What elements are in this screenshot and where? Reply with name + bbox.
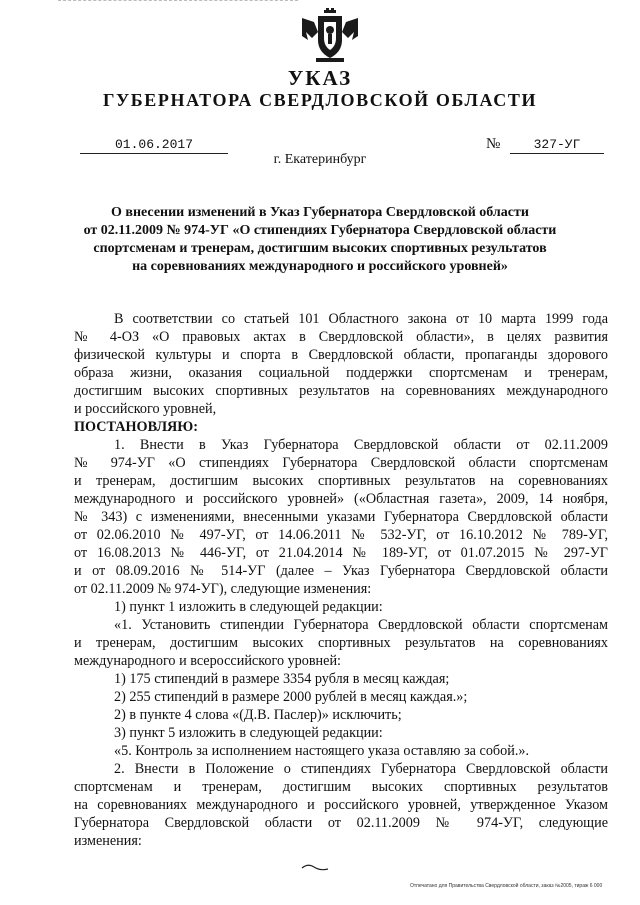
item1-line: № 343) с изменениями, внесенными указами Губернатора Свердловской области: [74, 509, 608, 525]
intro-line: В соответствии со статьей 101 Областного закона от 10 марта 1999 года: [114, 311, 608, 327]
intro-line: образа жизни, оказания социальной поддержки спортсменам и тренерам,: [74, 365, 608, 381]
item1-line: международного и российского уровней» («Областная газета», 2009, 14 ноября,: [74, 491, 608, 507]
subitem: 3) пункт 5 изложить в следующей редакции:: [114, 725, 383, 741]
subject-line: от 02.11.2009 № 974-УГ «О стипендиях Губернатора Свердловской области: [83, 223, 557, 238]
quote-line: и тренерам, достигшим высоких спортивных результатов на соревнованиях: [74, 635, 608, 651]
intro-line: и российского уровней,: [74, 401, 217, 417]
subject-line: О внесении изменений в Указ Губернатора Свердловской области: [111, 205, 529, 220]
subitem: 2) в пункте 4 слова «(Д.В. Паслер)» исключить;: [114, 707, 402, 723]
number-sign: №: [486, 136, 501, 152]
intro-line: достигшим высоких спортивных результатов на соревнованиях международного: [74, 383, 608, 399]
document-subject: [70, 204, 570, 276]
scan-artifact: [58, 0, 298, 4]
signature-mark: [300, 860, 330, 872]
item1-line: от 02.11.2009 № 974-УГ), следующие изменения:: [74, 581, 372, 597]
decree-word: ПОСТАНОВЛЯЮ:: [74, 419, 199, 435]
quote-subitem: 2) 255 стипендий в размере 2000 рублей в месяц каждая.»;: [114, 689, 468, 705]
quote-subitem: 1) 175 стипендий в размере 3354 рубля в месяц каждая;: [114, 671, 450, 687]
print-footer: Отпечатано для Правительства Свердловской области, заказ №2005, тираж 6 000: [410, 883, 603, 889]
coat-of-arms-icon: [298, 8, 362, 64]
quote-line: «1. Установить стипендии Губернатора Свердловской области спортсменам: [114, 617, 608, 633]
item1-line: и от 08.09.2016 № 514-УГ (далее – Указ Губернатора Свердловской области: [74, 563, 608, 579]
intro-line: № 4-ОЗ «О правовых актах в Свердловской области», в целях развития: [74, 329, 608, 345]
subject-line: спортсменам и тренерам, достигшим высоких спортивных результатов: [93, 241, 547, 256]
item2-line: Губернатора Свердловской области от 02.11.2009 № 974-УГ, следующие: [74, 815, 608, 831]
quote-line: «5. Контроль за исполнением настоящего указа оставляю за собой.».: [114, 743, 530, 759]
item1-line: 1. Внести в Указ Губернатора Свердловской области от 02.11.2009: [114, 437, 608, 453]
document-date: 01.06.2017: [80, 137, 228, 154]
document-title: УКАЗ: [287, 66, 353, 90]
item2-line: 2. Внести в Положение о стипендиях Губернатора Свердловской области: [114, 761, 608, 777]
item1-line: № 974-УГ «О стипендиях Губернатора Свердловской области спортсменам: [74, 455, 608, 471]
document-city: г. Екатеринбург: [273, 152, 367, 167]
item1-line: от 16.08.2013 № 446-УГ, от 21.04.2014 № 189-УГ, от 01.07.2015 № 297-УГ: [74, 545, 608, 561]
item2-line: спортсменам и тренерам, достигшим высоких спортивных результатов: [74, 779, 608, 795]
document-subtitle: ГУБЕРНАТОРА СВЕРДЛОВСКОЙ ОБЛАСТИ: [102, 90, 538, 110]
subject-line: на соревнованиях международного и российского уровней»: [132, 259, 508, 274]
item2-line: изменения:: [74, 833, 142, 849]
document-number: 327-УГ: [510, 137, 604, 154]
item1-line: и тренерам, достигшим высоких спортивных результатов на соревнованиях: [74, 473, 608, 489]
document-body: [74, 310, 608, 850]
item2-line: на соревнованиях международного и российского уровней, утвержденное Указом: [74, 797, 608, 813]
item1-line: от 02.06.2010 № 497-УГ, от 14.06.2011 № 532-УГ, от 16.10.2012 № 789-УГ,: [74, 527, 608, 543]
quote-line: международного и всероссийского уровней:: [74, 653, 341, 669]
subitem: 1) пункт 1 изложить в следующей редакции:: [114, 599, 383, 615]
intro-line: физической культуры и спорта в Свердловской области, пропаганды здорового: [74, 347, 608, 363]
